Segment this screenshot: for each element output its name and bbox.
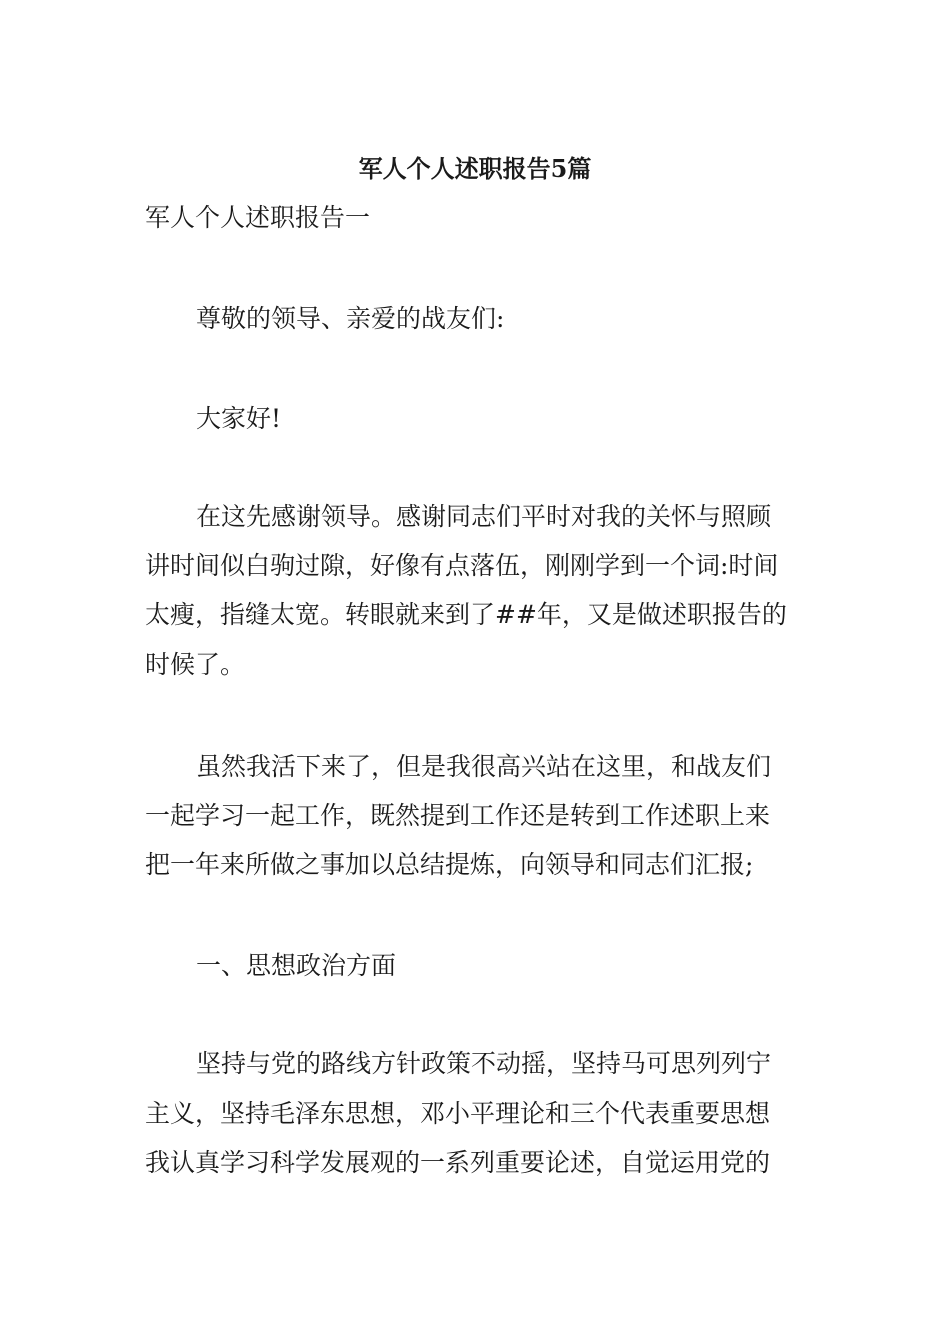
- salutation: 尊敬的领导、亲爱的战友们:: [196, 304, 505, 333]
- paragraph-3-line-3: 我认真学习科学发展观的一系列重要论述，自觉运用党的: [145, 1148, 771, 1177]
- paragraph-3-line-2: 主义，坚持毛泽东思想，邓小平理论和三个代表重要思想: [145, 1099, 771, 1128]
- greeting: 大家好!: [196, 404, 282, 433]
- subheading-1: 一、思想政治方面: [196, 951, 397, 980]
- paragraph-2-line-3: 把一年来所做之事加以总结提炼，向领导和同志们汇报;: [145, 850, 754, 879]
- paragraph-1-line-3: 太瘦，指缝太宽。转眼就来到了##年，又是做述职报告的: [145, 600, 787, 629]
- paragraph-1-line-2: 讲时间似白驹过隙，好像有点落伍，刚刚学到一个词:时间: [145, 551, 779, 580]
- document-title: 军人个人述职报告5篇: [358, 154, 592, 183]
- paragraph-1-line-1: 在这先感谢领导。感谢同志们平时对我的关怀与照顾: [196, 502, 772, 531]
- paragraph-2-line-1: 虽然我活下来了，但是我很高兴站在这里，和战友们: [196, 752, 772, 781]
- paragraph-1-line-4: 时候了。: [145, 650, 246, 679]
- paragraph-3-line-1: 坚持与党的路线方针政策不动摇，坚持马可思列列宁: [196, 1049, 772, 1078]
- section-heading: 军人个人述职报告一: [145, 203, 371, 232]
- paragraph-2-line-2: 一起学习一起工作，既然提到工作还是转到工作述职上来: [145, 801, 771, 830]
